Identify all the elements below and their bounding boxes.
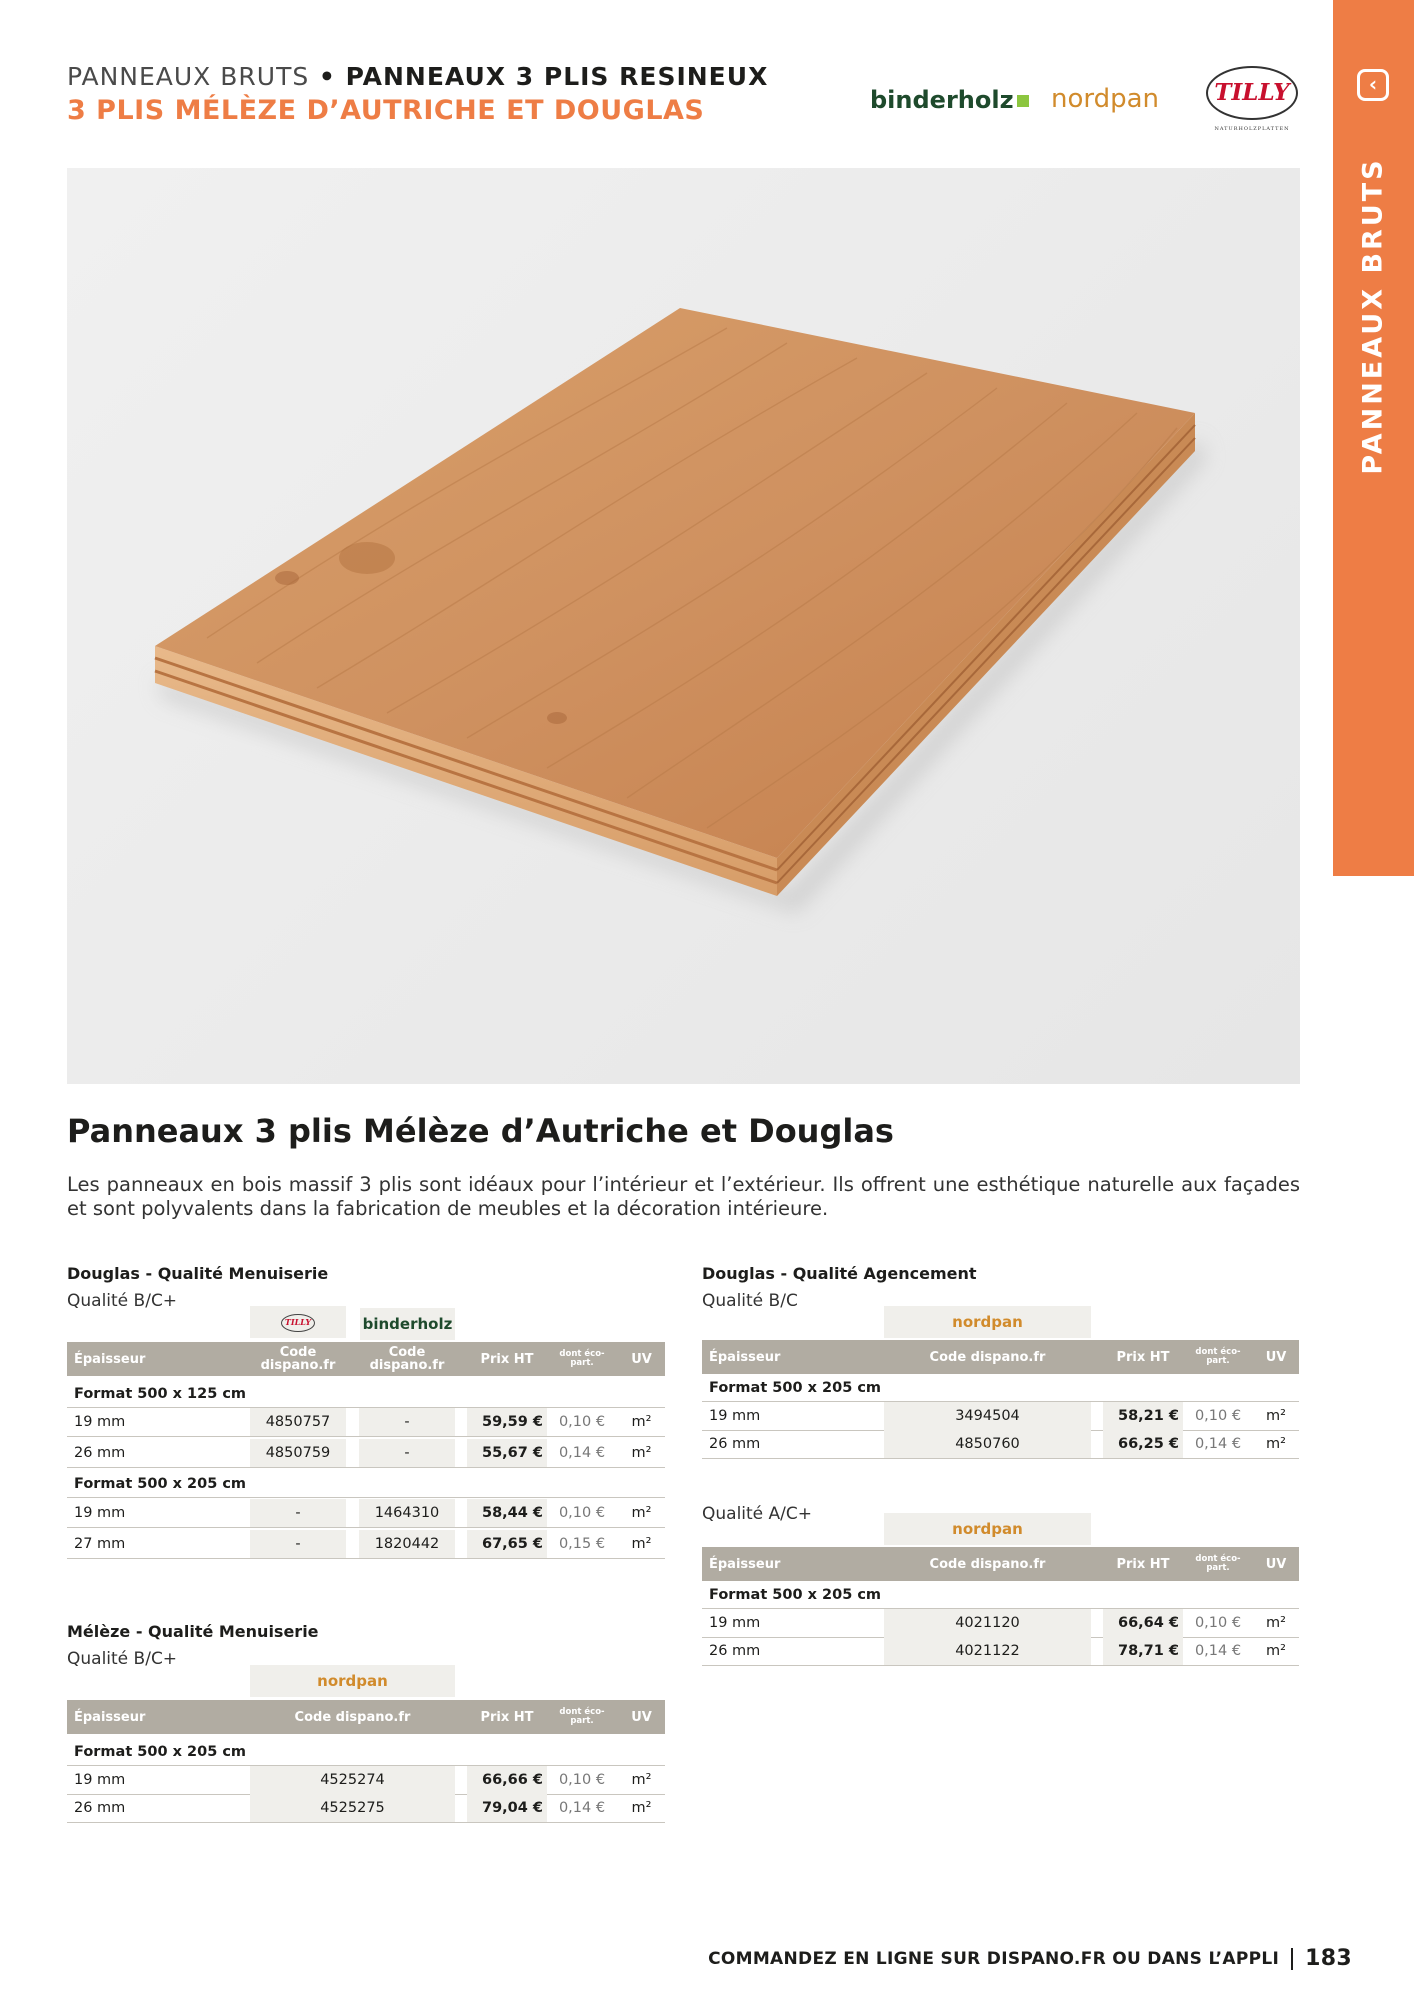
table-row <box>67 1794 665 1823</box>
col-prix-ht: Prix HT <box>480 1351 534 1367</box>
table-row <box>702 1609 1299 1638</box>
col-eco-part: dont éco-part. <box>559 1349 605 1368</box>
cell-code[interactable]: 1464310 <box>359 1499 455 1527</box>
cell-uv: m² <box>1266 1615 1286 1631</box>
table-row <box>67 1766 665 1795</box>
douglas-agencement-heading <box>702 1264 977 1311</box>
cell-code[interactable]: 4850760 <box>884 1430 1091 1458</box>
binderholz-logo-text: binderholz <box>870 86 1014 114</box>
nordpan-column-logo: nordpan <box>884 1306 1091 1338</box>
douglas-menuiserie-heading <box>67 1264 328 1311</box>
col-eco-part: dont éco-part. <box>559 1707 605 1726</box>
cell-price: 55,67 € <box>467 1439 547 1467</box>
table-title: Mélèze - Qualité Menuiserie <box>67 1622 319 1641</box>
cell-eco: 0,14 € <box>558 1445 606 1461</box>
col-uv: UV <box>1265 1349 1287 1365</box>
cell-eco: 0,14 € <box>1194 1436 1242 1452</box>
binderholz-square-icon <box>1017 95 1029 107</box>
cell-price: 78,71 € <box>1103 1637 1183 1665</box>
cell-code: - <box>250 1499 346 1527</box>
table-row <box>67 1408 665 1437</box>
table-row <box>702 1402 1299 1431</box>
table-row <box>702 1430 1299 1459</box>
cell-eco: 0,10 € <box>558 1414 606 1430</box>
cell-uv: m² <box>631 1772 652 1788</box>
nordpan-logo: nordpan <box>1051 84 1160 114</box>
table-quality: Qualité B/C+ <box>67 1649 178 1669</box>
cell-code: - <box>359 1408 455 1436</box>
cell-code[interactable]: 4021122 <box>884 1637 1091 1665</box>
cell-uv: m² <box>631 1536 652 1552</box>
table-row <box>702 1637 1299 1666</box>
cell-eco: 0,14 € <box>1194 1643 1242 1659</box>
table-row <box>67 1499 665 1528</box>
cell-eco: 0,10 € <box>1194 1408 1242 1424</box>
nordpan-column-logo: nordpan <box>250 1665 455 1697</box>
cell-eco: 0,15 € <box>558 1536 606 1552</box>
table-quality: Qualité B/C <box>702 1291 798 1311</box>
side-tab-label: PANNEAUX BRUTS <box>1357 157 1389 475</box>
breadcrumb-category: PANNEAUX BRUTS <box>67 62 310 91</box>
section-side-tab <box>1333 0 1414 876</box>
cell-price: 58,21 € <box>1103 1402 1183 1430</box>
cell-uv: m² <box>1266 1408 1286 1424</box>
cell-epaisseur: 19 mm <box>709 1615 761 1631</box>
meleze-menuiserie-heading <box>67 1622 319 1669</box>
cell-epaisseur: 26 mm <box>709 1643 761 1659</box>
tilly-mini-logo: TILLY <box>281 1314 315 1332</box>
footer-cta[interactable]: COMMANDEZ EN LIGNE SUR DISPANO.FR OU DANS L’APPLI <box>708 1948 1280 1969</box>
col-epaisseur: Épaisseur <box>74 1709 146 1725</box>
cell-code[interactable]: 1820442 <box>359 1530 455 1558</box>
cell-uv: m² <box>1266 1436 1286 1452</box>
back-chevron-icon[interactable]: ‹ <box>1357 69 1389 101</box>
tilly-logo <box>1204 64 1300 138</box>
cell-code[interactable]: 4850759 <box>250 1439 346 1467</box>
cell-price: 79,04 € <box>467 1794 547 1822</box>
cell-uv: m² <box>1266 1643 1286 1659</box>
cell-code[interactable]: 4525274 <box>250 1766 455 1794</box>
cell-code: - <box>359 1439 455 1467</box>
cell-epaisseur: 26 mm <box>74 1800 126 1816</box>
cell-uv: m² <box>631 1505 652 1521</box>
col-eco-part: dont éco-part. <box>1195 1554 1241 1573</box>
product-description: Les panneaux en bois massif 3 plis sont idéaux pour l’intérieur et l’extérieur. Ils offrent une esthétique naturelle aux façades et sont polyvalents dans la fabrication de meubles et la décoration intérieure. <box>67 1173 1300 1220</box>
cell-eco: 0,10 € <box>558 1505 606 1521</box>
cell-code[interactable]: 4021120 <box>884 1609 1091 1637</box>
table-quality: Qualité A/C+ <box>702 1504 813 1524</box>
footer-divider <box>1291 1948 1293 1970</box>
page-footer <box>708 1946 1352 1971</box>
table-title: Douglas - Qualité Menuiserie <box>67 1264 329 1283</box>
cell-uv: m² <box>631 1414 652 1430</box>
col-code-binderholz: Code dispano.fr <box>369 1345 445 1373</box>
col-prix-ht: Prix HT <box>480 1709 534 1725</box>
cell-price: 67,65 € <box>467 1530 547 1558</box>
format-label: Format 500 x 205 cm <box>702 1581 1299 1609</box>
page-header <box>67 62 769 126</box>
cell-eco: 0,14 € <box>558 1800 606 1816</box>
cell-price: 66,64 € <box>1103 1609 1183 1637</box>
cell-price: 66,25 € <box>1103 1430 1183 1458</box>
table-quality: Qualité B/C+ <box>67 1291 178 1311</box>
breadcrumb-subcategory: PANNEAUX 3 PLIS RESINEUX <box>345 62 769 91</box>
cell-epaisseur: 19 mm <box>74 1414 126 1430</box>
cell-code: - <box>250 1530 346 1558</box>
table-row <box>67 1439 665 1468</box>
format-label: Format 500 x 205 cm <box>67 1738 665 1766</box>
cell-eco: 0,10 € <box>558 1772 606 1788</box>
cell-price: 66,66 € <box>467 1766 547 1794</box>
binderholz-column-logo <box>360 1308 455 1340</box>
col-eco-part: dont éco-part. <box>1195 1347 1241 1366</box>
cell-epaisseur: 26 mm <box>709 1436 761 1452</box>
breadcrumb <box>67 62 769 91</box>
cell-uv: m² <box>631 1445 652 1461</box>
cell-epaisseur: 19 mm <box>709 1408 761 1424</box>
col-epaisseur: Épaisseur <box>709 1556 781 1572</box>
binderholz-mini-logo-text: binderholz <box>362 1315 453 1333</box>
binderholz-logo <box>870 86 1029 114</box>
cell-epaisseur: 19 mm <box>74 1772 126 1788</box>
cell-uv: m² <box>631 1800 652 1816</box>
col-code-tilly: Code dispano.fr <box>260 1345 336 1373</box>
cell-epaisseur: 27 mm <box>74 1536 126 1552</box>
wood-panel-illustration <box>67 168 1300 1084</box>
cell-price: 59,59 € <box>467 1408 547 1436</box>
col-uv: UV <box>631 1351 652 1367</box>
cell-code[interactable]: 4525275 <box>250 1794 455 1822</box>
nordpan-column-logo: nordpan <box>884 1513 1091 1545</box>
product-title: Panneaux 3 plis Mélèze d’Autriche et Douglas <box>67 1112 894 1150</box>
col-uv: UV <box>631 1709 652 1725</box>
cell-price: 58,44 € <box>467 1499 547 1527</box>
tilly-logo-text: TILLY <box>1206 66 1298 120</box>
page-title: 3 PLIS MÉLÈZE D’AUTRICHE ET DOUGLAS <box>67 95 705 126</box>
tilly-column-logo <box>250 1306 346 1338</box>
cell-code[interactable]: 4850757 <box>250 1408 346 1436</box>
table-row <box>67 1530 665 1559</box>
col-prix-ht: Prix HT <box>1116 1556 1170 1572</box>
format-label: Format 500 x 205 cm <box>67 1470 665 1498</box>
col-code: Code dispano.fr <box>929 1349 1046 1365</box>
breadcrumb-separator: • <box>309 62 346 91</box>
cell-epaisseur: 26 mm <box>74 1445 126 1461</box>
douglas-ac-heading <box>702 1496 812 1524</box>
col-epaisseur: Épaisseur <box>709 1349 781 1365</box>
table-header <box>702 1340 1299 1374</box>
col-uv: UV <box>1265 1556 1287 1572</box>
page-number: 183 <box>1305 1946 1352 1971</box>
format-label: Format 500 x 125 cm <box>67 1380 665 1408</box>
col-epaisseur: Épaisseur <box>74 1351 146 1367</box>
product-photo <box>67 168 1300 1084</box>
col-prix-ht: Prix HT <box>1116 1349 1170 1365</box>
table-title: Douglas - Qualité Agencement <box>702 1264 977 1283</box>
tilly-logo-subtext: NATURHOLZPLATTEN <box>1214 126 1290 132</box>
table-header <box>67 1700 665 1734</box>
format-label: Format 500 x 205 cm <box>702 1374 1299 1402</box>
cell-epaisseur: 19 mm <box>74 1505 126 1521</box>
cell-eco: 0,10 € <box>1194 1615 1242 1631</box>
table-header <box>702 1547 1299 1581</box>
table-header <box>67 1342 665 1376</box>
col-code: Code dispano.fr <box>294 1709 411 1725</box>
col-code: Code dispano.fr <box>929 1556 1046 1572</box>
cell-code[interactable]: 3494504 <box>884 1402 1091 1430</box>
